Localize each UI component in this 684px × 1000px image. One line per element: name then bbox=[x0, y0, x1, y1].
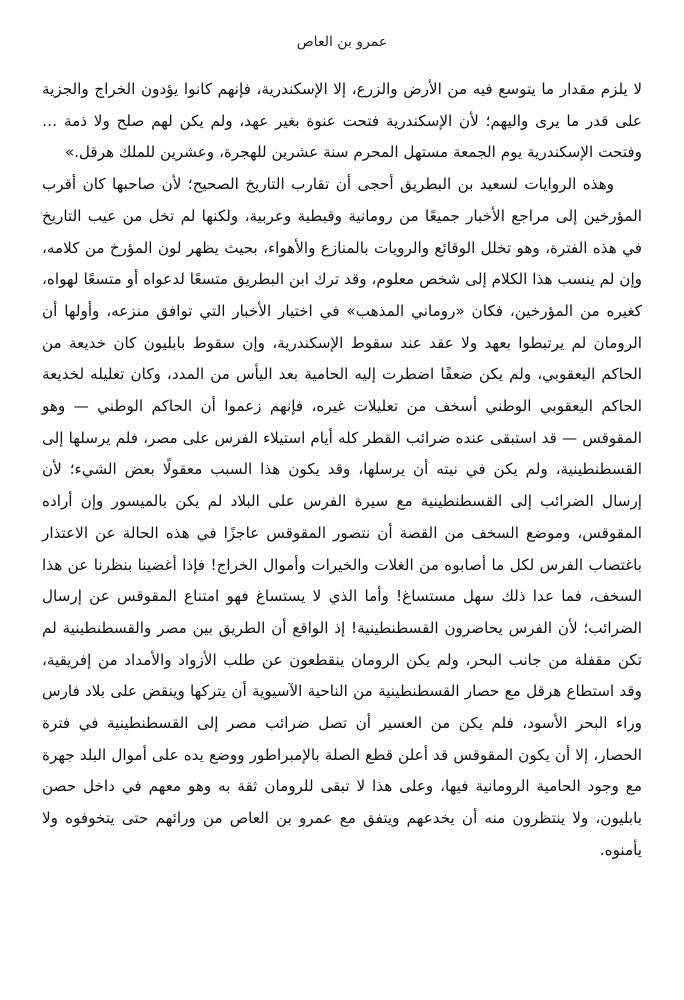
body-text bbox=[42, 74, 642, 867]
paragraph-1: لا يلزم مقدار ما يتوسع فيه من الأرض والزرع، إلا الإسكندرية، فإنهم كانوا يؤدون الخراج والجزية على قدر ما يرى واليهم؛ لأن الإسكندرية فتحت عنوة بغير عهد، ولم يكن لهم صلح ولا ذمة … وفتحت الإسكندرية يوم الجمعة مستهل المحرم سنة عشرين للهجرة، وعشرين للملك هرقل.» bbox=[42, 80, 642, 162]
paragraph-2: وهذه الروايات لسعيد بن البطريق أحجى أن تقارب التاريخ الصحيح؛ لأن صاحبها كان أقرب المؤرخين إلى مراجع الأخبار جميعًا من رومانية وقبطية وعربية، ولكنها لم تخل من عيب التاريخ في هذه الفترة، وهو تخلل الوقائع والرويات بالمنازع والأهواء، بحيث يظهر لون المؤرخ من كلامه، وإن لم ينسب هذا الكلام إلى شخص معلوم، وقد ترك ابن البطريق متسعًا لدعواه أو متسعًا لهواه، كغيره من المؤرخين، فكان «روماني المذهب» في اختيار الأخبار التي توافق منزعه، وأولها أن الرومان لم يرتبطوا بعهد ولا عقد عند سقوط الإسكندرية، وإن سقوط بابليون كان خديعة من الحاكم اليعقوبي، ولم يكن ضعفًا اضطرت إليه الحامية بعد اليأس من المدد، وكان تعليله لخديعة الحاكم اليعقوبي الوطني أسخف من تعليلات غيره، فإنهم زعموا أن الحاكم الوطني — وهو المقوقس — قد استبقى عنده ضرائب القطر كله أيام استيلاء الفرس على مصر، فلم يرسلها إلى القسطنطينية، ولم يكن في نيته أن يرسلها، وقد يكون هذا السبب معقولًا بعض الشيء؛ لأن إرسال الضرائب إلى القسطنطينية مع سيرة الفرس على البلاد لم يكن بالميسور وإن أراده المقوقس، وموضع السخف من القصة أن نتصور المقوقس عاجزًا في هذه الحالة عن الاعتذار باغتصاب الفرس لكل ما أصابوه من الغلات والخيرات وأموال الخراج! فإذا أغضينا بنظرنا عن هذا السخف، فما عدا ذلك سهل مستساغ! وأما الذي لا يستساغ فهو امتناع المقوقس عن إرسال الضرائب؛ لأن الفرس يحاصرون القسطنطينية! إذ الواقع أن الطريق بين مصر والقسطنطينية لم تكن مقفلة من جانب البحر، ولم يكن الرومان ينقطعون عن طلب الأزواد والأمداد من إفريقية، وقد استطاع هرقل مع حصار القسطنطينية من الناحية الآسيوية أن يتركها وينقض على بلاد فارس وراء البحر الأسود، فلم يكن من العسير أن تصل ضرائب مصر إلى القسطنطينية في فترة الحصار، إلا أن يكون المقوقس قد أعلن قطع الصلة بالإمبراطور ووضع يده على أموال البلد جهرة مع وجود الحامية الرومانية فيها، وعلى هذا لا تبقى للرومان ثقة به وهو معهم في داخل حصن بابليون، ولا ينتظرون منه أن يخدعهم ويتفق مع عمرو بن العاص من ورائهم حتى يتخوفوه ولا يأمنوه. bbox=[42, 175, 642, 859]
running-header: عمرو بن العاص bbox=[296, 34, 388, 50]
